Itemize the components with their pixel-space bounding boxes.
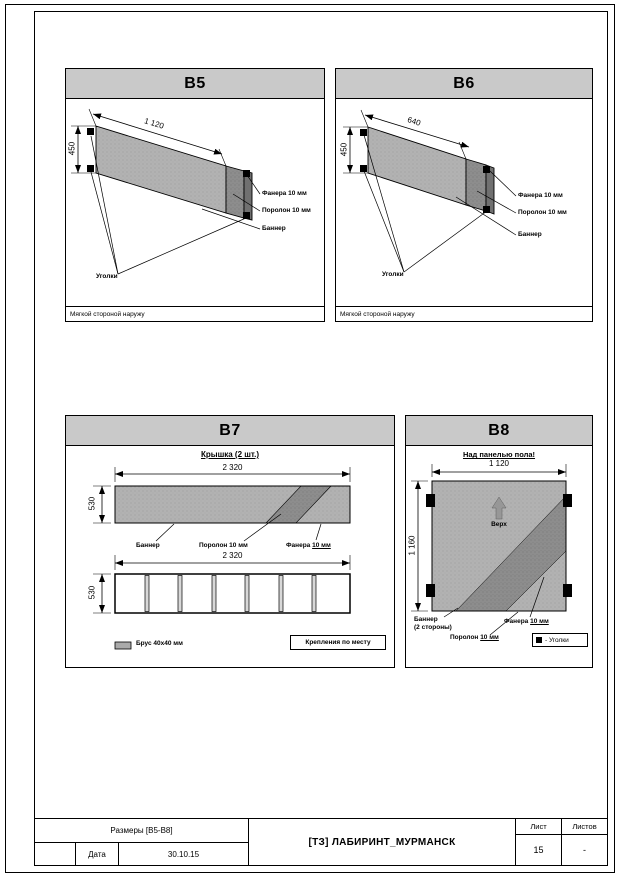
b6-banner-label: Баннер — [518, 231, 542, 238]
panel-b5-body — [66, 99, 324, 321]
panel-b5 — [65, 68, 325, 322]
titleblock-sheet-col — [516, 819, 561, 865]
panel-b7-title: B7 — [66, 416, 394, 446]
b7-foam-label: Поролон 10 мм — [199, 542, 248, 549]
b8-banner-label: Баннер (2 стороны) — [414, 616, 452, 632]
b5-foam-layer — [226, 166, 244, 218]
b8-foam-label: Поролон 10 мм — [450, 634, 499, 641]
b5-foam-label: Поролон 10 мм — [262, 207, 311, 214]
b8-height-dimension: 1 160 — [407, 535, 417, 556]
panel-b6-title: B6 — [336, 69, 592, 99]
b5-note: Мягкой стороной наружу — [66, 306, 324, 321]
b7-timber-legend-swatch — [115, 642, 131, 649]
title-block — [34, 818, 608, 866]
b6-foam-label: Поролон 10 мм — [518, 209, 567, 216]
b5-banner-face — [96, 126, 226, 213]
titleblock-empty-cell — [35, 843, 76, 865]
panel-b6 — [335, 68, 593, 322]
b7-banner-label: Баннер — [136, 542, 160, 549]
b6-corners-label: Уголки — [382, 271, 404, 278]
b7-fasteners-note: Крепления по месту — [290, 635, 386, 650]
corner-bracket-swatch — [536, 637, 542, 643]
b7-frame-assembly — [115, 574, 350, 613]
titleblock-sheet-label: Лист — [516, 819, 561, 835]
b7-width-dimension-bottom: 2 320 — [222, 551, 243, 560]
b7-height-dimension-top: 530 — [87, 496, 97, 511]
titleblock-section-title: Размеры [B5-B8] — [35, 819, 248, 843]
b8-corners-legend: - Уголки — [532, 633, 588, 647]
titleblock-sheets-value: - — [583, 845, 586, 855]
titleblock-sheets-label: Листов — [562, 819, 607, 835]
b7-width-dimension-top: 2 320 — [222, 463, 243, 472]
b7-plywood-label: Фанера 10 мм — [286, 542, 331, 549]
b5-width-dimension: 1 120 — [143, 116, 165, 131]
b8-plywood-label: Фанера 10 мм — [504, 618, 549, 625]
panel-b7 — [65, 415, 395, 668]
panel-b5-title: B5 — [66, 69, 324, 99]
b6-height-dimension: 450 — [339, 142, 349, 157]
b5-banner-label: Баннер — [262, 225, 286, 232]
b8-subtitle: Над панелью пола! — [462, 450, 536, 459]
b6-plywood-label: Фанера 10 мм — [518, 192, 563, 199]
titleblock-right-section — [516, 819, 607, 865]
panel-b8-body — [406, 446, 592, 667]
titleblock-left-section — [35, 819, 249, 865]
b5-corners-label: Уголки — [96, 273, 118, 280]
b8-up-label: Верх — [491, 521, 507, 528]
b7-timber-legend-label: Брус 40x40 мм — [136, 640, 183, 647]
panel-b6-body — [336, 99, 592, 321]
b6-width-dimension: 640 — [406, 115, 422, 128]
b8-width-dimension: 1 120 — [488, 459, 510, 468]
titleblock-date-row — [35, 843, 248, 865]
b6-note: Мягкой стороной наружу — [336, 306, 592, 321]
titleblock-sheet-value: 15 — [533, 845, 544, 855]
b6-drawing — [336, 99, 592, 305]
panel-b8-title: B8 — [406, 416, 592, 446]
panel-b8 — [405, 415, 593, 668]
b6-banner-face — [368, 127, 466, 205]
b5-height-dimension: 450 — [67, 141, 77, 156]
titleblock-sheets-col — [561, 819, 607, 865]
titleblock-date-value: 30.10.15 — [167, 849, 200, 859]
titleblock-project-title: [ТЗ] ЛАБИРИНТ_МУРМАНСК — [249, 819, 516, 865]
b5-plywood-label: Фанера 10 мм — [262, 190, 307, 197]
b7-height-dimension-bottom: 530 — [87, 585, 97, 600]
panel-b7-body — [66, 446, 394, 667]
b7-subtitle: Крышка (2 шт.) — [200, 450, 260, 459]
titleblock-date-label: Дата — [76, 843, 119, 865]
